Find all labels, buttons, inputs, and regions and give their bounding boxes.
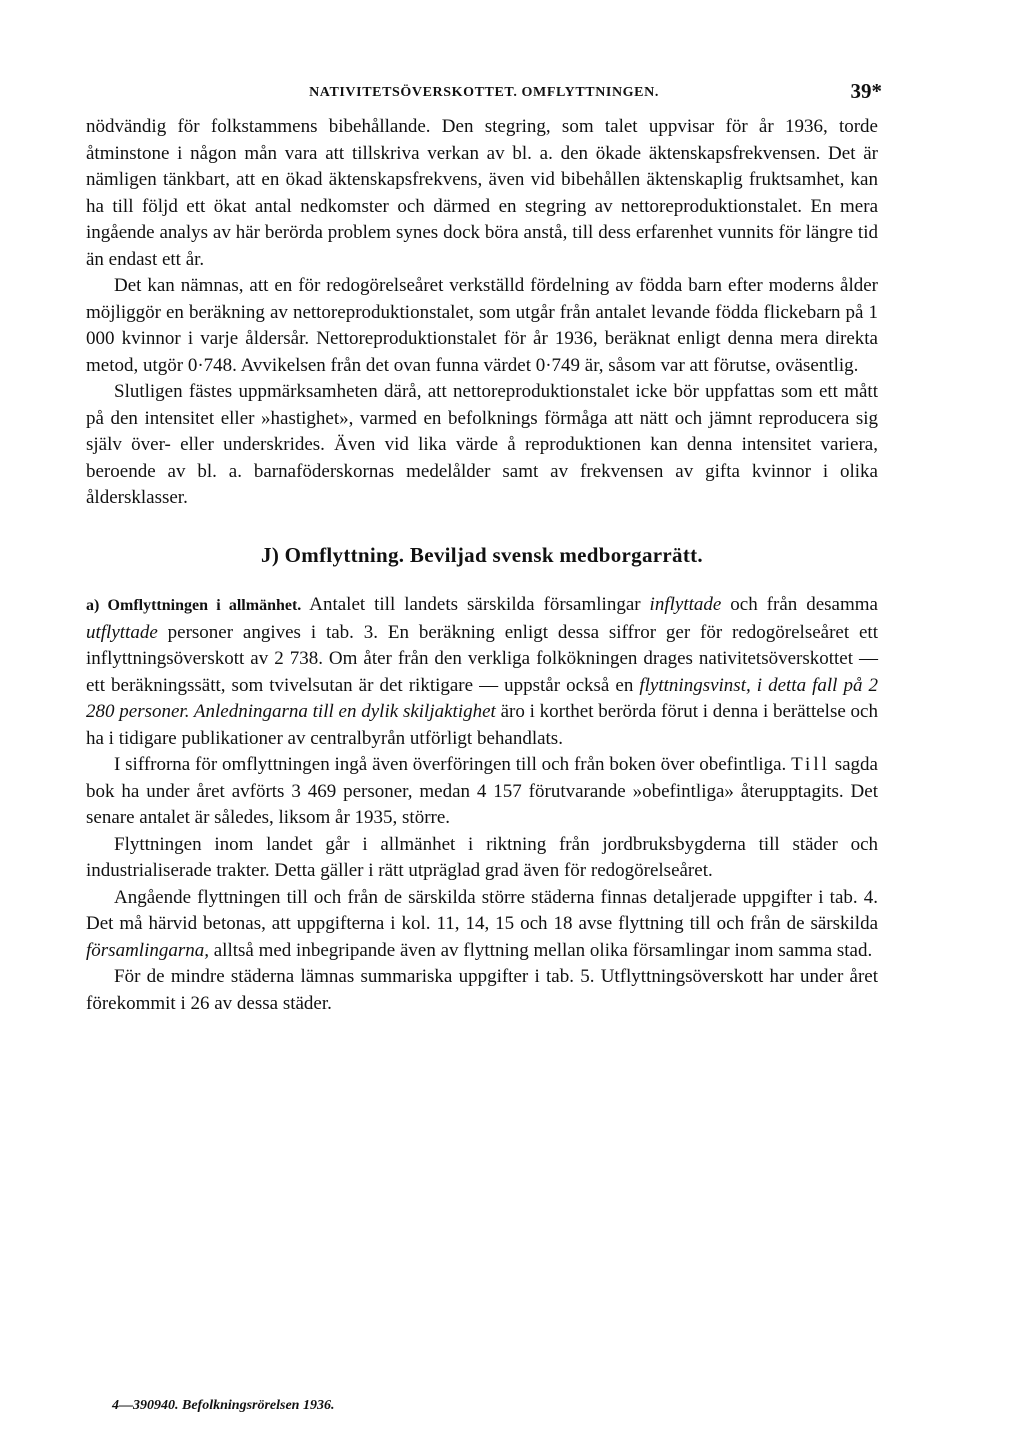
spaced-word: Till [791,754,830,775]
page-number: 39* [850,79,882,103]
page-header [86,79,882,105]
paragraph-smaller-cities: För de mindre städerna lämnas summariska uppgifter i tab. 5. Utflyttningsöverskott har under året förekommit i 26 av dessa städer. [86,966,878,1014]
page-footer: 4—390940. Befolkningsrörelsen 1936. [112,1398,335,1413]
italic-term: församlingarna, [86,939,209,961]
paragraph-obefintliga [86,752,878,832]
paragraph-continuation: nödvändig för folkstammens bibehållande. Den stegring, som talet uppvisar för år 1936, torde åtminstone i någon mån vara att tillskriva verkan av bl. a. den ökade äktenskapsfrekvensen. Det är nämligen tänkbart, att en ökad äktenskapsfrekvens, även vid bibehållen äktenskaplig fruktsamhet, kan ha till följd ett ökat antal nedkomster och därmed en stegring av nettoreproduktionstalet. En mera ingående analys av här berörda problem synes dock böra anstå, till dess erfarenhet vunnits för längre tid än endast ett år. [86,116,878,270]
paragraph-intensity: Slutligen fästes uppmärksamheten därå, att nettoreproduktionstalet icke bör uppfattas som ett mått på den intensitet eller »hastighet», varmed en befolknings förmåga att nätt och jämnt reproducera sig själv över- eller underskrides. Även vid lika värde å reproduktionen kan denna intensitet variera, beroende av bl. a. barnaföderskornas medelålder samt av frekvensen av gifta kvinnor i olika åldersklasser. [86,381,878,508]
page-body [86,114,878,1017]
section-heading: J) Omflyttning. Beviljad svensk medborgarrätt. [261,542,703,567]
text-run: äro i korthet berörda förut i denna i berättelse och ha i tidigare publikationer av centralbyrån utförligt behandlats. [86,701,878,749]
paragraph-migration-general [86,592,878,752]
paragraph-internal-migration: Flyttningen inom landet går i allmänhet i riktning från jordbruksbygderna till städer och industrialiserade trakter. Detta gäller i rätt utpräglad grad även för redogörelseåret. [86,833,878,881]
text-run: I siffrorna för omflyttningen ingå även överföringen till och från boken över obefintliga. [114,754,792,775]
text-run: och från desamma [721,594,878,615]
text-run: sagda bok ha under året avförts 3 469 personer, medan 4 157 förutvarande »obefintliga» återupptagits. Det senare antalet är således, liksom år 1935, större. [86,754,878,828]
italic-phrase: flyttningsvinst, i detta fall på 2 280 personer. Anledningarna till en dylik skiljaktighet [86,674,879,722]
running-title: NATIVITETSÖVERSKOTTET. OMFLYTTNINGEN. [309,85,659,100]
paragraph-direct-method: Det kan nämnas, att en för redogörelseåret verkställd fördelning av födda barn efter moderns ålder möjliggör en beräkning av nettoreproduktionstalet, som utgår från antalet levande födda flickebarn på 1 000 kvinnor i varje åldersår. Nettoreproduktionstalet för år 1936, beräknat enligt denna mera direkta metod, utgör 0·748. Avvikelsen från det ovan funna värdet 0·749 är, såsom var att förutse, oväsentlig. [86,275,878,376]
italic-term: inflyttade [649,594,722,615]
text-run: alltså med inbegripande även av flyttning mellan olika församlingar inom samma stad. [209,939,873,961]
text-run: personer angives i tab. 3. En beräkning enligt dessa siffror ger för redogörelseåret ett inflyttningsöverskott av 2 738. Om åter från den verkliga folkökningen drages nativitetsöverskottet — ett beräkningssätt, som tvivelsutan är det riktigare — uppstår också en [86,621,878,696]
text-run: Antalet till landets särskilda församlingar [309,594,650,615]
italic-term: utflyttade [86,621,158,643]
sub-heading: a) Omflyttningen i allmänhet. [86,597,302,614]
paragraph-larger-cities [86,885,878,965]
text-run: Angående flyttningen till och från de särskilda större städerna finnas detaljerade uppgifter i tab. 4. Det må härvid betonas, att uppgifterna i kol. 11, 14, 15 och 18 avse flyttning till och från de särskilda [86,886,878,934]
